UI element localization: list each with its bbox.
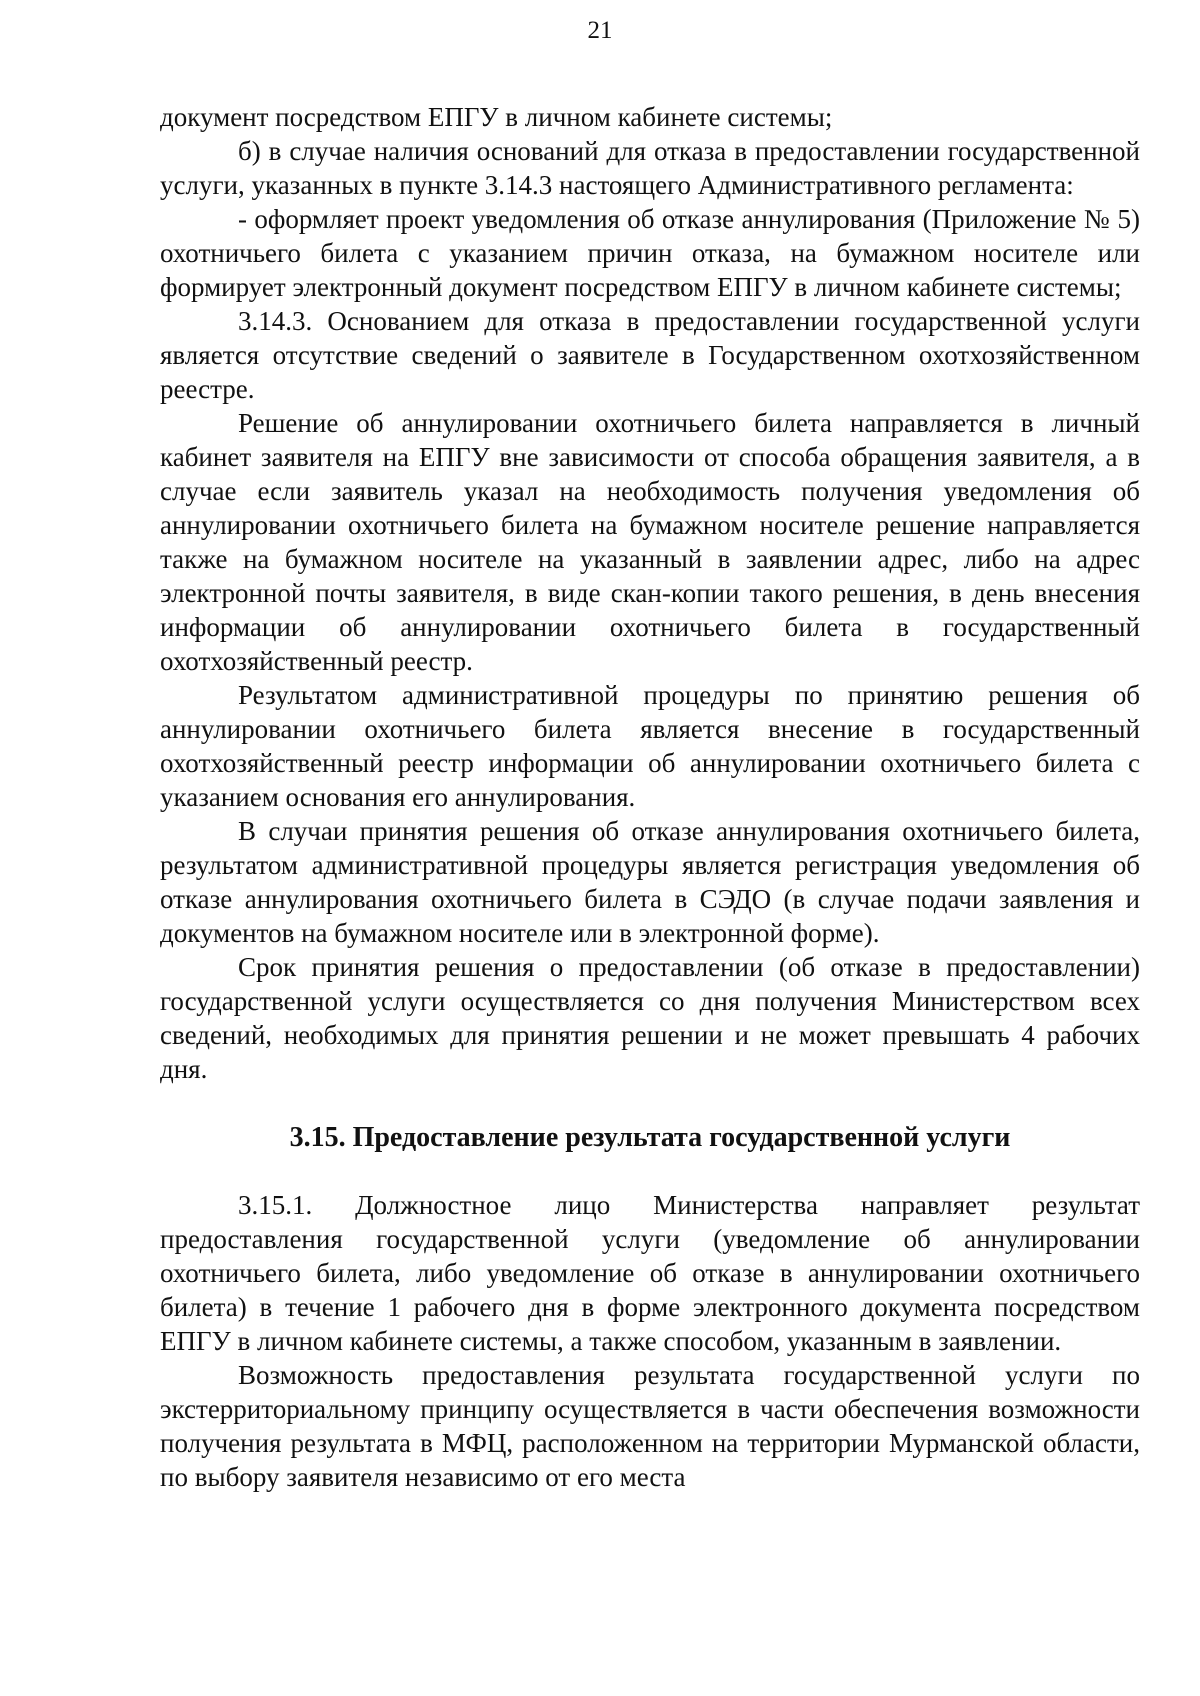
section-heading: 3.15. Предоставление результата государственной услуги xyxy=(289,1122,1011,1153)
paragraph: Результатом административной процедуры по принятию решения об аннулировании охотничьего билета является внесение в государственный охотхозяйственный реестр информации об аннулировании охотничьего билета с указанием основания его аннулирования. xyxy=(160,680,1140,812)
document-body xyxy=(160,100,1140,1494)
paragraph: 3.14.3. Основанием для отказа в предоставлении государственной услуги является отсутствие сведений о заявителе в Государственном охотхозяйственном реестре. xyxy=(160,306,1140,404)
paragraph: Срок принятия решения о предоставлении (об отказе в предоставлении) государственной услуги осуществляется со дня получения Министерством всех сведений, необходимых для принятия решении и не может превышать 4 рабочих дня. xyxy=(160,952,1140,1084)
paragraph: Возможность предоставления результата государственной услуги по экстерриториальному принципу осуществляется в части обеспечения возможности получения результата в МФЦ, расположенном на территории Мурманской области, по выбору заявителя независимо от его места xyxy=(160,1360,1140,1492)
paragraph: документ посредством ЕПГУ в личном кабинете системы; xyxy=(160,102,833,132)
paragraph: б) в случае наличия оснований для отказа в предоставлении государственной услуги, указанных в пункте 3.14.3 настоящего Административного регламента: xyxy=(160,136,1140,200)
page-number: 21 xyxy=(587,17,613,44)
paragraph: В случаи принятия решения об отказе аннулирования охотничьего билета, результатом административной процедуры является регистрация уведомления об отказе аннулирования охотничьего билета в СЭДО (в случае подачи заявления и документов на бумажном носителе или в электронной форме). xyxy=(160,816,1140,948)
list-item: - оформляет проект уведомления об отказе аннулирования (Приложение № 5) охотничьего билета с указанием причин отказа, на бумажном носителе или формирует электронный документ посредством ЕПГУ в личном кабинете системы; xyxy=(160,204,1140,302)
paragraph: Решение об аннулировании охотничьего билета направляется в личный кабинет заявителя на ЕПГУ вне зависимости от способа обращения заявителя, а в случае если заявитель указал на необходимость получения уведомления об аннулировании охотничьего билета на бумажном носителе решение направляется также на бумажном носителе на указанный в заявлении адрес, либо на адрес электронной почты заявителя, в виде скан-копии такого решения, в день внесения информации об аннулировании охотничьего билета в государственный охотхозяйственный реестр. xyxy=(160,408,1140,676)
paragraph: 3.15.1. Должностное лицо Министерства направляет результат предоставления государственной услуги (уведомление об аннулировании охотничьего билета, либо уведомление об отказе в аннулировании охотничьего билета) в течение 1 рабочего дня в форме электронного документа посредством ЕПГУ в личном кабинете системы, а также способом, указанным в заявлении. xyxy=(160,1190,1140,1356)
